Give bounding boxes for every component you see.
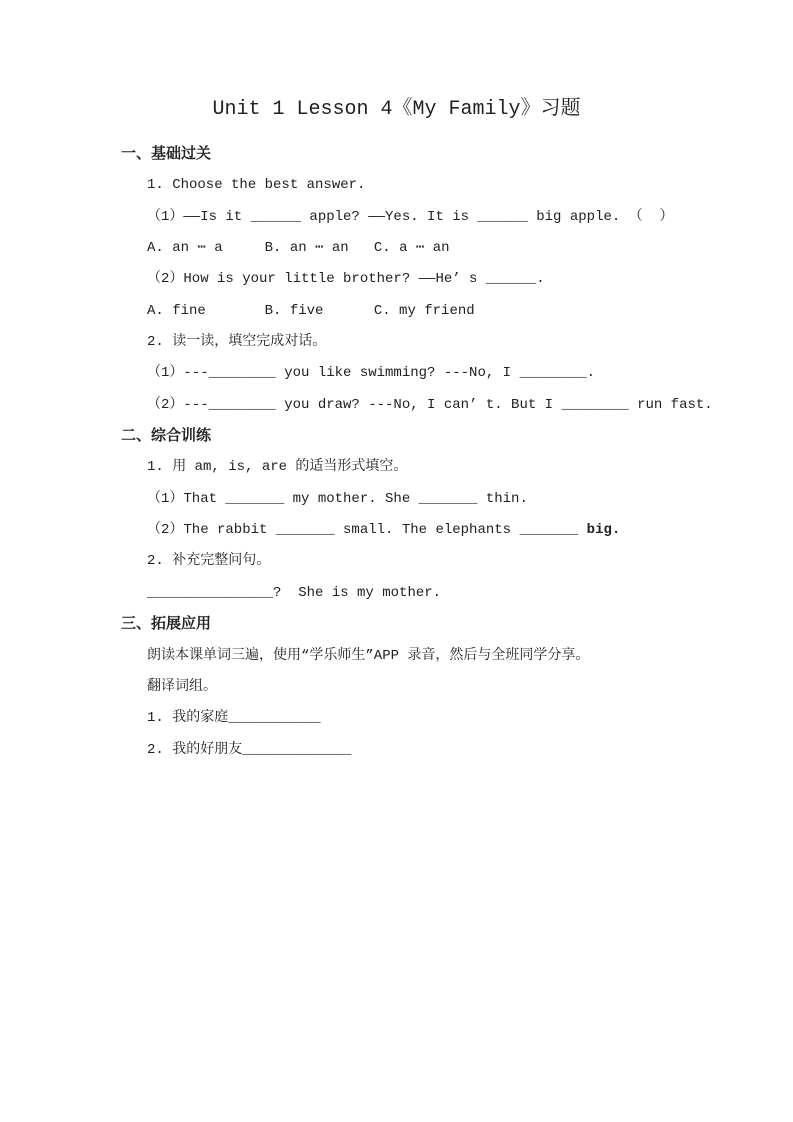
document-line — [0, 170, 793, 201]
text-segment: 2. 读一读，填空完成对话。 — [147, 334, 327, 351]
document-line — [0, 390, 793, 421]
text-segment: （1）——Is it ______ apple? ——Yes. It is ______ big apple. （ ） — [147, 208, 674, 225]
text-segment: （2）How is your little brother? ——He’ s ______. — [147, 271, 545, 288]
text-segment: 2. 补充完整问句。 — [147, 553, 271, 570]
text-segment: 三、拓展应用 — [121, 616, 212, 634]
section-heading — [0, 421, 793, 452]
text-segment: 朗读本课单词三遍，使用“学乐师生”APP 录音，然后与全班同学分享。 — [147, 647, 590, 664]
document-line — [0, 233, 793, 264]
text-segment: A. fine B. five C. my friend — [147, 302, 475, 319]
text-segment: （2）---________ you draw? ---No, I can’ t. But I ________ run fast. — [147, 396, 713, 413]
document-line — [0, 672, 793, 703]
text-segment: 2. 我的好朋友_____________ — [147, 741, 352, 758]
text-segment: A. an ⋯ a B. an ⋯ an C. a ⋯ an — [147, 240, 450, 257]
document-body — [0, 139, 793, 766]
document-line — [0, 358, 793, 389]
text-segment: 一、基础过关 — [121, 146, 212, 163]
document-line — [0, 484, 793, 515]
text-segment: 翻译词组。 — [147, 678, 217, 695]
document-line — [0, 703, 793, 734]
text-segment: _______________? She is my mother. — [147, 584, 442, 601]
document-line — [0, 296, 793, 327]
text-segment: 1. Choose the best answer. — [147, 177, 366, 194]
text-segment: （1）---________ you like swimming? ---No, I ________. — [147, 365, 596, 382]
text-segment: 1. 我的家庭___________ — [147, 710, 321, 727]
document-line — [0, 735, 793, 766]
document-line — [0, 327, 793, 358]
document-line — [0, 452, 793, 483]
document-line — [0, 515, 793, 546]
text-segment: （2）The rabbit _______ small. The elephants _______ — [147, 522, 587, 539]
document-line — [0, 578, 793, 609]
document-line — [0, 641, 793, 672]
section-heading — [0, 609, 793, 640]
text-segment: （1）That _______ my mother. She _______ thin. — [147, 490, 528, 507]
page-title: Unit 1 Lesson 4《My Family》习题 — [212, 98, 581, 121]
document-line — [0, 202, 793, 233]
document-line — [0, 546, 793, 577]
text-segment: big. — [586, 522, 621, 539]
document-line — [0, 264, 793, 295]
section-heading — [0, 139, 793, 170]
text-segment: 二、综合训练 — [121, 428, 212, 446]
text-segment: 1. 用 am, is, are 的适当形式填空。 — [147, 459, 408, 476]
